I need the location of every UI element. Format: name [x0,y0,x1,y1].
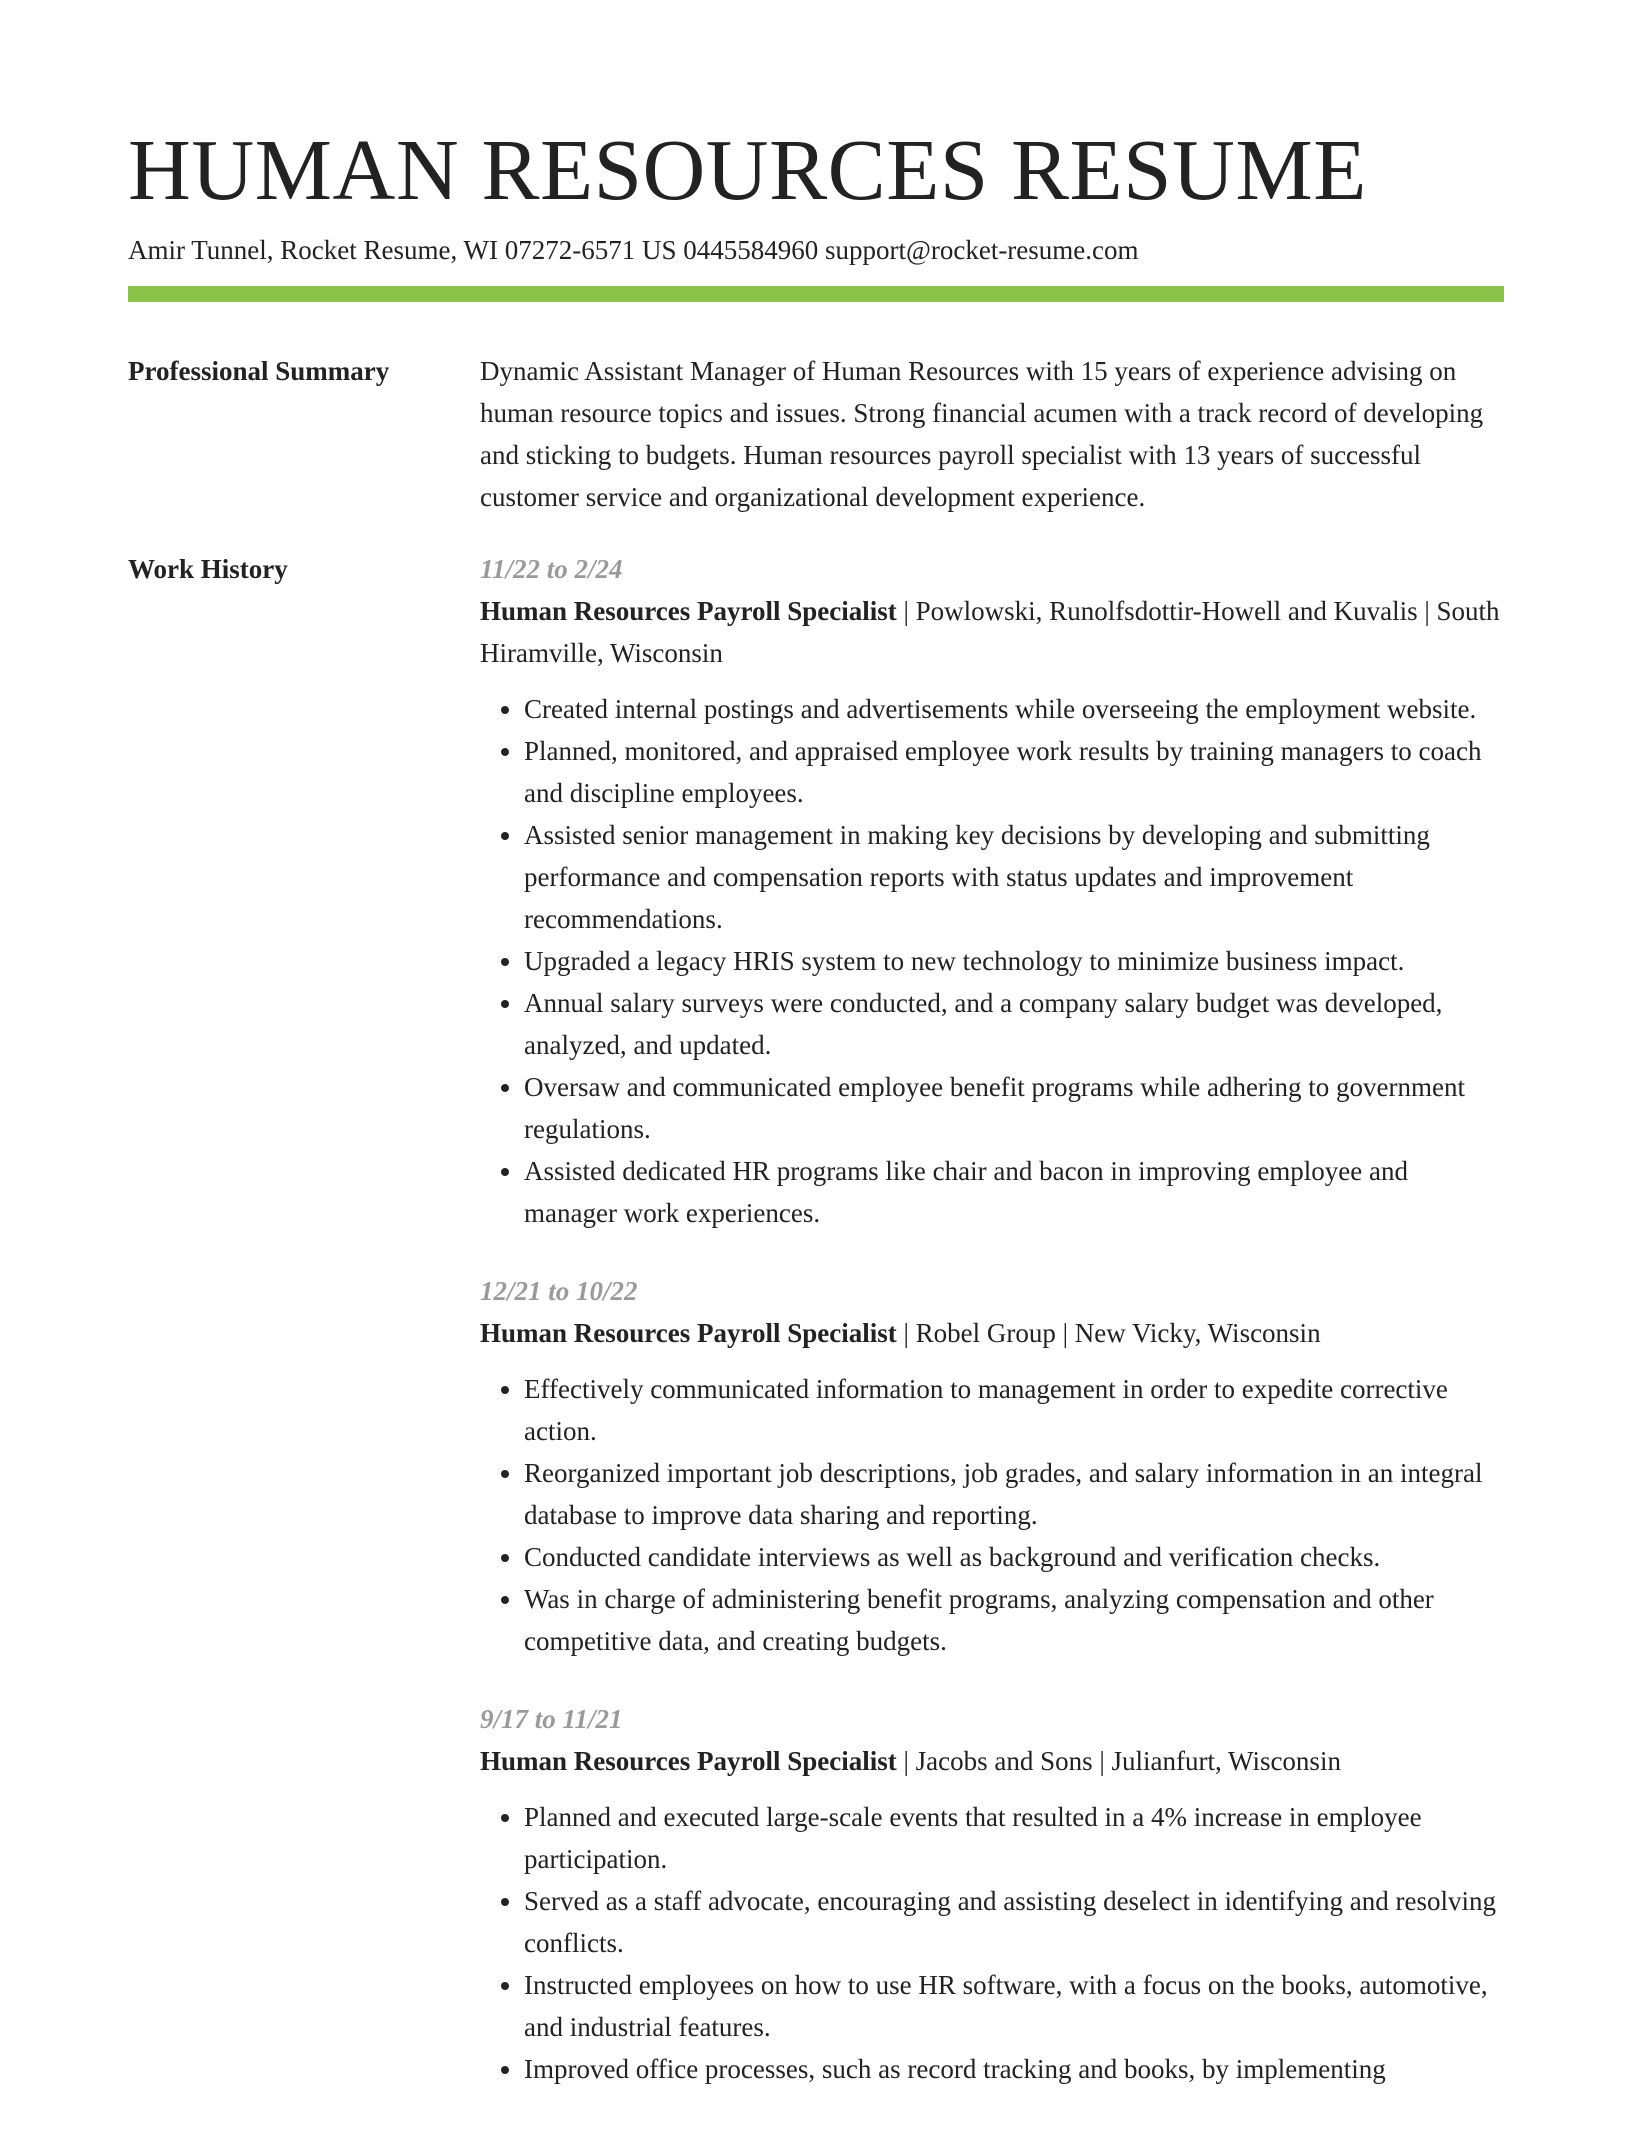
job-bullet-list [480,1368,1504,1662]
work-history-body [480,548,1504,2126]
job-bullet: • Conducted candidate interviews as well as background and verification checks. [524,1536,1504,1578]
job-bullet: • Assisted senior management in making key decisions by developing and submitting performance and compensation reports with status updates and improvement recommendations. [524,814,1504,940]
job-bullet: • Assisted dedicated HR programs like chair and bacon in improving employee and manager work experiences. [524,1150,1504,1234]
job-bullet: • Instructed employees on how to use HR software, with a focus on the books, automotive, and industrial features. [524,1964,1504,2048]
job-bullet-list [480,1796,1504,2090]
summary-label: Professional Summary [128,356,390,386]
job-dates: 12/21 to 10/22 [480,1276,638,1306]
job-bullet-list [480,688,1504,1234]
job-entry [480,1698,1504,2090]
resume-content [128,350,1504,2156]
job-heading [480,590,1504,674]
summary-text: Dynamic Assistant Manager of Human Resources with 15 years of experience advising on human resource topics and issues. Strong financial acumen with a track record of developing and sticking to budgets. Human resources payroll specialist with 13 years of successful customer service and organizational development experience. [480,356,1484,512]
work-history-section [128,548,1504,2126]
job-dates: 9/17 to 11/21 [480,1704,623,1734]
job-heading [480,1740,1504,1782]
job-bullet: • Was in charge of administering benefit programs, analyzing compensation and other competitive data, and creating budgets. [524,1578,1504,1662]
job-bullet: • Upgraded a legacy HRIS system to new technology to minimize business impact. [524,940,1504,982]
job-bullet: • Planned, monitored, and appraised employee work results by training managers to coach and discipline employees. [524,730,1504,814]
accent-divider [128,286,1504,302]
job-title: Human Resources Payroll Specialist [480,1318,897,1348]
job-details: | Powlowski, Runolfsdottir-Howell and Kuvalis | South Hiramville, Wisconsin [480,596,1500,668]
resume-title: HUMAN RESOURCES RESUME [128,121,1367,218]
job-bullet: • Annual salary surveys were conducted, and a company salary budget was developed, analyzed, and updated. [524,982,1504,1066]
job-bullet: • Reorganized important job descriptions, job grades, and salary information in an integral database to improve data sharing and reporting. [524,1452,1504,1536]
summary-section [128,350,1504,518]
job-entry [480,1270,1504,1662]
job-heading [480,1312,1504,1354]
job-bullet: • Planned and executed large-scale events that resulted in a 4% increase in employee participation. [524,1796,1504,1880]
contact-line: Amir Tunnel, Rocket Resume, WI 07272-6571 US 0445584960 support@rocket-resume.com [128,235,1139,265]
work-history-label: Work History [128,554,288,584]
job-title: Human Resources Payroll Specialist [480,596,897,626]
job-bullet: • Improved office processes, such as record tracking and books, by implementing [524,2048,1504,2090]
job-details: | Jacobs and Sons | Julianfurt, Wisconsin [896,1746,1341,1776]
job-entry [480,548,1504,1234]
job-dates: 11/22 to 2/24 [480,554,623,584]
job-bullet: • Created internal postings and advertisements while overseeing the employment website. [524,688,1504,730]
job-bullet: • Effectively communicated information to management in order to expedite corrective action. [524,1368,1504,1452]
job-bullet: • Oversaw and communicated employee benefit programs while adhering to government regulations. [524,1066,1504,1150]
job-bullet: • Served as a staff advocate, encouraging and assisting deselect in identifying and resolving conflicts. [524,1880,1504,1964]
job-details: | Robel Group | New Vicky, Wisconsin [896,1318,1321,1348]
job-title: Human Resources Payroll Specialist [480,1746,897,1776]
summary-body [480,350,1504,518]
